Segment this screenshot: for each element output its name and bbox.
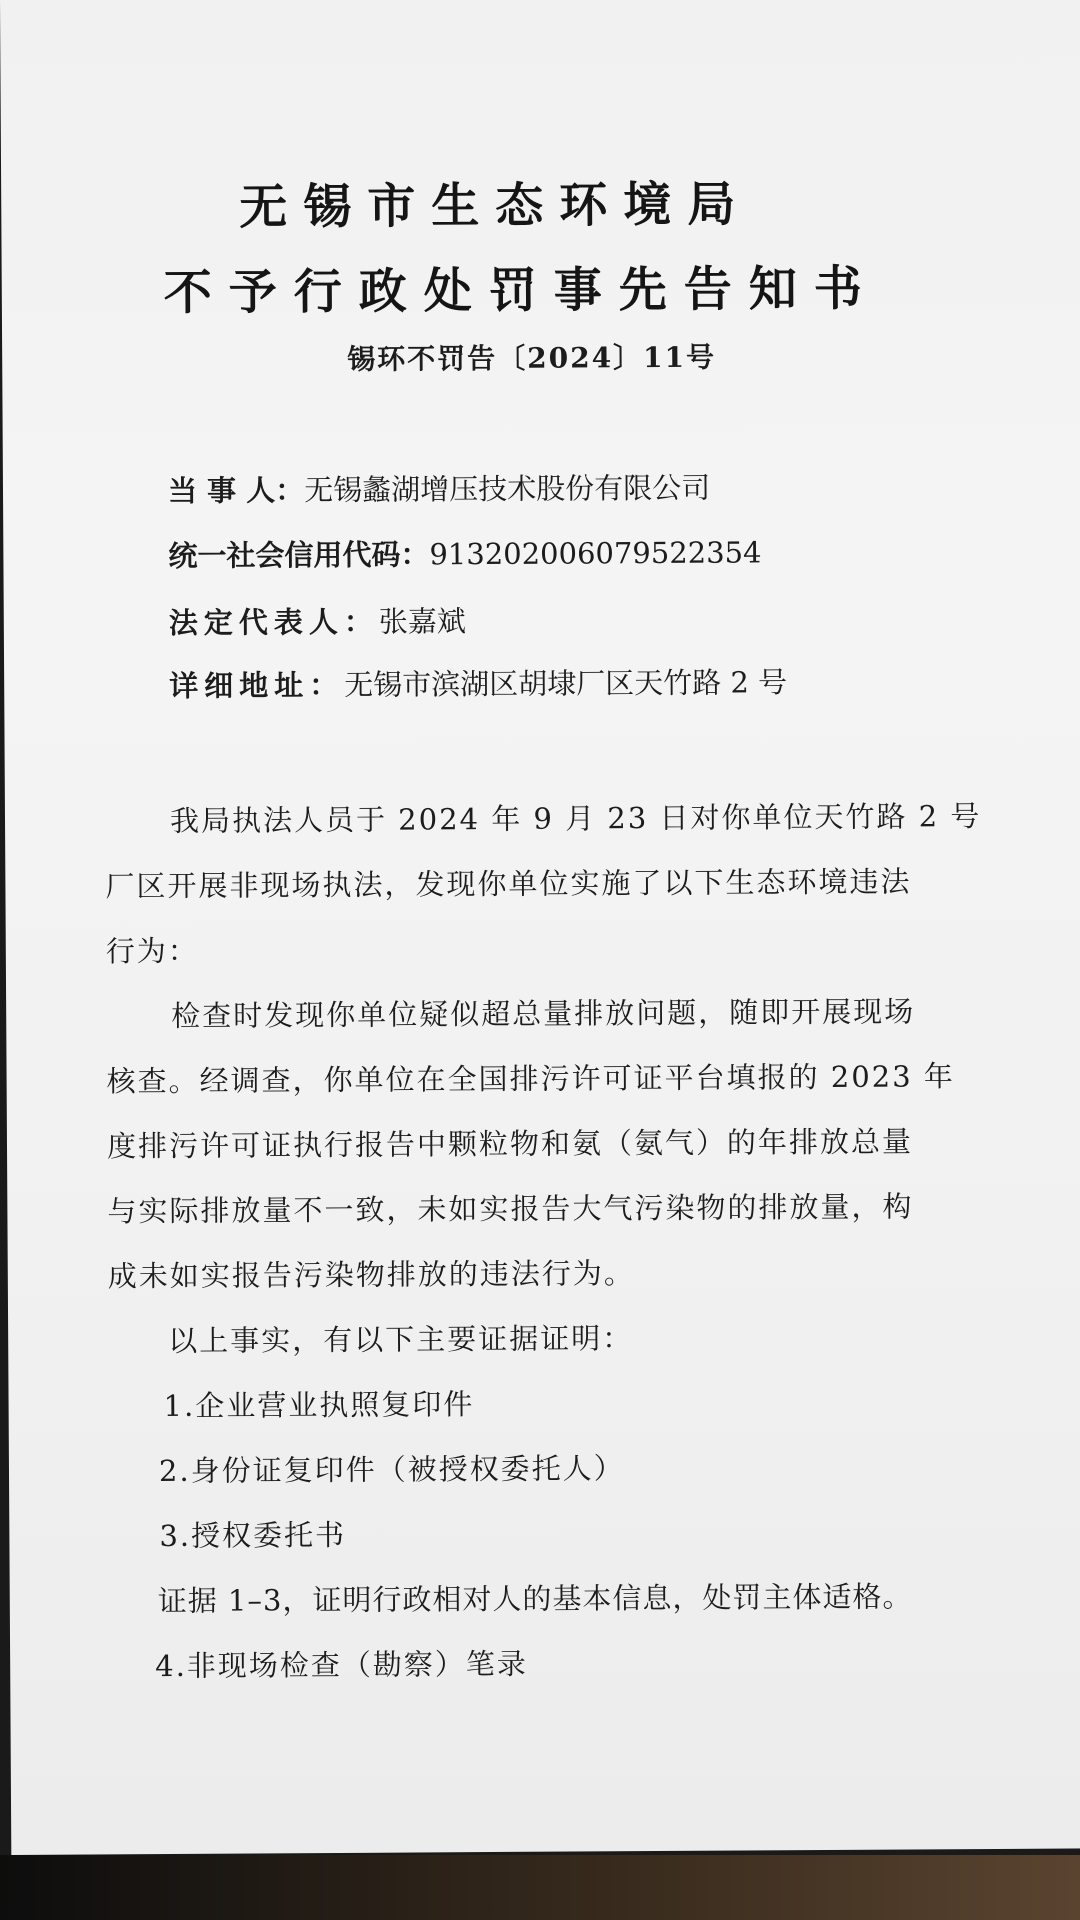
body-line: 成未如实报告污染物排放的违法行为。 xyxy=(107,1256,635,1294)
party-row xyxy=(168,466,710,510)
document-title: 不予行政处罚事先告知书 xyxy=(163,260,879,322)
document-number: 锡环不罚告〔2024〕11号 xyxy=(347,340,717,376)
evidence-summary: 证据 1–3，证明行政相对人的基本信息，处罚主体适格。 xyxy=(157,1579,913,1619)
evidence-item: 1.企业营业执照复印件 xyxy=(163,1387,475,1424)
body-line: 度排污许可证执行报告中颗粒物和氨（氨气）的年排放总量 xyxy=(106,1124,914,1164)
legal-rep-label: 法定代表人： xyxy=(168,604,379,640)
legal-rep-row xyxy=(169,599,466,642)
legal-rep-value: 张嘉斌 xyxy=(378,604,466,639)
body-line: 检查时发现你单位疑似超总量排放问题，随即开展现场 xyxy=(171,994,916,1033)
party-value: 无锡蠡湖增压技术股份有限公司 xyxy=(304,470,711,508)
address-row xyxy=(169,660,787,705)
credit-code-row xyxy=(168,530,761,575)
desk-surface xyxy=(0,1855,1080,1920)
body-line: 与实际排放量不一致，未如实报告大气污染物的排放量，构 xyxy=(107,1189,914,1229)
evidence-item: 4.非现场检查（勘察）笔录 xyxy=(155,1646,528,1684)
address-value: 无锡市滨湖区胡埭厂区天竹路 2 号 xyxy=(344,665,788,702)
body-line: 我局执法人员于 2024 年 9 月 23 日对你单位天竹路 2 号 xyxy=(169,799,982,838)
address-label: 详细地址： xyxy=(169,667,345,703)
body-line: 厂区开展非现场执法，发现你单位实施了以下生态环境违法 xyxy=(105,864,912,904)
body-line: 核查。经调查，你单位在全国排污许可证平台填报的 2023 年 xyxy=(106,1059,955,1099)
credit-code-label: 统一社会信用代码： xyxy=(168,537,430,573)
evidence-item: 2.身份证复印件（被授权委托人） xyxy=(158,1451,625,1489)
evidence-item: 3.授权委托书 xyxy=(159,1517,347,1554)
body-line: 行为： xyxy=(105,933,199,969)
credit-code-value: 913202006079522354 xyxy=(429,535,762,572)
body-line: 以上事实，有以下主要证据证明： xyxy=(168,1321,634,1358)
party-label: 当 事 人： xyxy=(167,473,305,508)
agency-title: 无锡市生态环境局 xyxy=(239,176,752,236)
